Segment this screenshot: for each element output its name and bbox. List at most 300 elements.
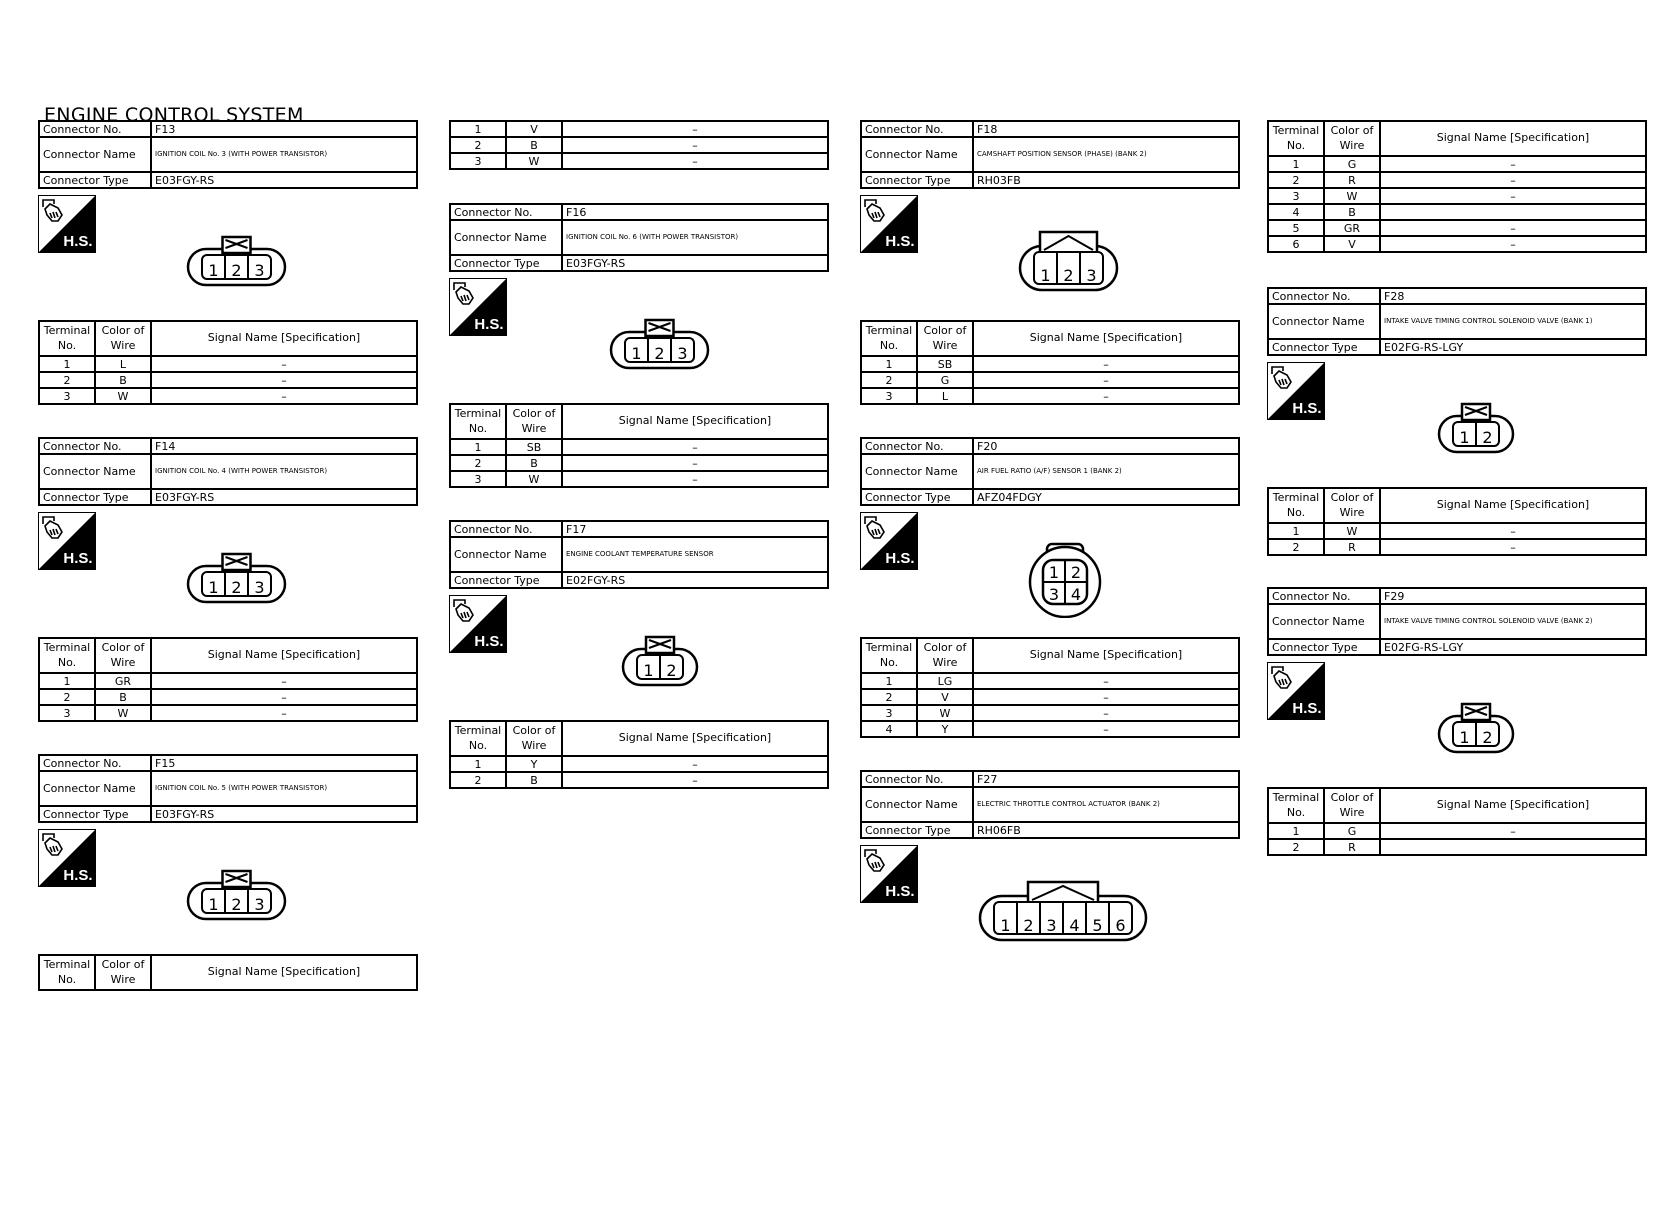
terminal-no: 2	[450, 455, 506, 471]
table-row	[450, 471, 828, 487]
pin-number: 1	[631, 344, 642, 363]
connector-info-f29	[1267, 587, 1647, 656]
wire-color: SB	[917, 356, 973, 372]
connector-type-label: Connector Type	[39, 172, 151, 188]
connector-no-label: Connector No.	[450, 204, 562, 220]
table-row	[1268, 539, 1646, 555]
connector-name-value: ENGINE COOLANT TEMPERATURE SENSOR	[562, 537, 828, 572]
signal-name: –	[973, 721, 1239, 737]
wire-color: W	[506, 153, 562, 169]
terminal-no: 2	[1268, 172, 1324, 188]
connector-info-table	[1267, 587, 1647, 656]
terminal-table	[449, 720, 829, 789]
connector-name-label: Connector Name	[861, 454, 973, 489]
connector-no-value: F15	[151, 755, 417, 771]
connector-diagram-f16	[609, 318, 710, 374]
pin-number: 1	[1459, 728, 1470, 747]
terminal-no: 1	[1268, 823, 1324, 839]
connector-name-value: IGNITION COIL No. 4 (WITH POWER TRANSISTOR)	[151, 454, 417, 489]
color-of-wire-header: Color of Wire	[95, 638, 151, 673]
connector-no-value: F28	[1380, 288, 1646, 304]
table-row	[1268, 523, 1646, 539]
signal-name: –	[151, 356, 417, 372]
signal-name: –	[151, 673, 417, 689]
connector-no-label: Connector No.	[1268, 588, 1380, 604]
wire-color: W	[506, 471, 562, 487]
terminal-no: 2	[861, 372, 917, 388]
pin-number: 2	[231, 578, 242, 597]
table-row	[861, 673, 1239, 689]
terminal-table-f15-header	[38, 954, 418, 991]
terminal-no-header: Terminal No.	[861, 638, 917, 673]
connector-diagram-f29	[1437, 702, 1515, 758]
table-row	[39, 388, 417, 404]
connector-name-value: CAMSHAFT POSITION SENSOR (PHASE) (BANK 2)	[973, 137, 1239, 172]
terminal-table-f27	[1267, 120, 1647, 253]
connector-type-value: RH03FB	[973, 172, 1239, 188]
terminal-table-f29	[1267, 787, 1647, 856]
pin-number: 3	[254, 578, 265, 597]
pin-number: 2	[231, 261, 242, 280]
signal-name: –	[1380, 220, 1646, 236]
harness-side-label: H.S.	[63, 867, 93, 884]
signal-name: –	[562, 137, 828, 153]
signal-name: –	[973, 372, 1239, 388]
wire-color: G	[1324, 823, 1380, 839]
signal-name: –	[973, 673, 1239, 689]
signal-name-header: Signal Name [Specification]	[151, 321, 417, 356]
color-of-wire-header: Color of Wire	[917, 638, 973, 673]
terminal-no: 1	[39, 356, 95, 372]
signal-name	[1380, 839, 1646, 855]
signal-name: –	[1380, 156, 1646, 172]
column-4	[1267, 0, 1647, 1216]
pin-number: 5	[1092, 916, 1103, 935]
connector-diagram-f14	[186, 552, 287, 608]
connector-info-f28	[1267, 287, 1647, 356]
terminal-table	[860, 637, 1240, 738]
pin-number: 3	[1048, 585, 1060, 604]
signal-name: –	[973, 705, 1239, 721]
connector-type-value: E03FGY-RS	[151, 806, 417, 822]
pin-number: 3	[254, 895, 265, 914]
table-row	[1268, 156, 1646, 172]
connector-diagram-f28	[1437, 402, 1515, 458]
page-title: ENGINE CONTROL SYSTEM	[44, 104, 304, 126]
pin-number: 3	[677, 344, 688, 363]
terminal-table	[38, 637, 418, 722]
terminal-no: 3	[1268, 188, 1324, 204]
signal-name-header: Signal Name [Specification]	[562, 721, 828, 756]
connector-info-f20	[860, 437, 1240, 506]
connector-type-value: E03FGY-RS	[562, 255, 828, 271]
wire-color: B	[1324, 204, 1380, 220]
connector-type-value: E03FGY-RS	[151, 172, 417, 188]
connector-type-label: Connector Type	[861, 822, 973, 838]
signal-name: –	[1380, 236, 1646, 252]
connector-info-f13	[38, 120, 418, 189]
table-row	[1268, 220, 1646, 236]
signal-name-header: Signal Name [Specification]	[1380, 121, 1646, 156]
color-of-wire-header: Color of Wire	[1324, 788, 1380, 823]
pin-number: 2	[666, 661, 677, 680]
table-row	[1268, 236, 1646, 252]
connector-info-table	[449, 203, 829, 272]
connector-diagram-f15	[186, 869, 287, 925]
pin-number: 2	[1070, 563, 1082, 582]
connector-name-label: Connector Name	[450, 537, 562, 572]
connector-diagram-f17	[621, 635, 699, 691]
terminal-no: 1	[1268, 156, 1324, 172]
connector-diagram-f18	[1018, 230, 1119, 296]
terminal-no: 3	[450, 471, 506, 487]
color-of-wire-header: Color of Wire	[506, 404, 562, 439]
terminal-table-f17	[449, 720, 829, 789]
terminal-no: 2	[1268, 539, 1324, 555]
harness-side-icon	[449, 278, 507, 336]
connector-name-label: Connector Name	[39, 137, 151, 172]
table-row	[450, 756, 828, 772]
harness-side-label: H.S.	[1292, 700, 1322, 717]
terminal-no: 3	[39, 388, 95, 404]
table-row	[450, 137, 828, 153]
harness-side-icon	[1267, 662, 1325, 720]
wire-color: GR	[1324, 220, 1380, 236]
color-of-wire-header: Color of Wire	[95, 321, 151, 356]
connector-type-label: Connector Type	[861, 172, 973, 188]
wire-color: W	[95, 705, 151, 721]
signal-name: –	[1380, 823, 1646, 839]
terminal-no-header: Terminal No.	[39, 955, 95, 990]
wire-color: B	[506, 455, 562, 471]
table-row	[450, 772, 828, 788]
pin-number: 1	[208, 895, 219, 914]
harness-side-icon	[860, 195, 918, 253]
pin-number: 2	[1482, 428, 1493, 447]
harness-side-icon	[38, 512, 96, 570]
connector-no-value: F20	[973, 438, 1239, 454]
signal-name-header: Signal Name [Specification]	[151, 638, 417, 673]
signal-name: –	[562, 756, 828, 772]
connector-type-label: Connector Type	[1268, 639, 1380, 655]
connector-name-label: Connector Name	[39, 454, 151, 489]
signal-name: –	[1380, 172, 1646, 188]
connector-no-value: F17	[562, 521, 828, 537]
terminal-no-header: Terminal No.	[450, 721, 506, 756]
connector-name-label: Connector Name	[861, 137, 973, 172]
wire-color: LG	[917, 673, 973, 689]
terminal-no: 3	[450, 153, 506, 169]
color-of-wire-header: Color of Wire	[917, 321, 973, 356]
signal-name: –	[151, 372, 417, 388]
table-row	[1268, 188, 1646, 204]
connector-type-label: Connector Type	[450, 255, 562, 271]
pin-number: 4	[1070, 585, 1082, 604]
harness-side-icon	[38, 829, 96, 887]
terminal-no-header: Terminal No.	[1268, 121, 1324, 156]
wire-color: Y	[917, 721, 973, 737]
color-of-wire-header: Color of Wire	[506, 721, 562, 756]
harness-side-icon	[449, 595, 507, 653]
table-row	[861, 388, 1239, 404]
signal-name: –	[151, 689, 417, 705]
connector-info-f17	[449, 520, 829, 589]
pin-number: 1	[643, 661, 654, 680]
wire-color: B	[506, 137, 562, 153]
connector-no-label: Connector No.	[450, 521, 562, 537]
terminal-no-header: Terminal No.	[39, 321, 95, 356]
signal-name: –	[562, 455, 828, 471]
connector-type-label: Connector Type	[450, 572, 562, 588]
connector-info-table	[860, 120, 1240, 189]
connector-info-f16	[449, 203, 829, 272]
pin-number: 1	[1040, 266, 1051, 285]
terminal-no: 1	[861, 673, 917, 689]
connector-info-table	[38, 754, 418, 823]
wire-color: W	[917, 705, 973, 721]
terminal-no: 4	[1268, 204, 1324, 220]
signal-name: –	[1380, 523, 1646, 539]
harness-side-label: H.S.	[474, 316, 504, 333]
table-row	[39, 356, 417, 372]
terminal-no: 2	[450, 772, 506, 788]
connector-name-label: Connector Name	[450, 220, 562, 255]
terminal-table-f15-body	[449, 120, 829, 170]
harness-side-label: H.S.	[63, 550, 93, 567]
table-row	[39, 673, 417, 689]
harness-side-label: H.S.	[1292, 400, 1322, 417]
connector-info-table	[38, 120, 418, 189]
connector-info-f15	[38, 754, 418, 823]
terminal-no: 1	[1268, 523, 1324, 539]
wire-color: L	[95, 356, 151, 372]
signal-name-header: Signal Name [Specification]	[1380, 488, 1646, 523]
table-row	[39, 689, 417, 705]
wire-color: G	[917, 372, 973, 388]
pin-number: 6	[1115, 916, 1126, 935]
connector-no-value: F18	[973, 121, 1239, 137]
pin-number: 3	[1086, 266, 1097, 285]
signal-name: –	[562, 439, 828, 455]
terminal-no: 3	[861, 388, 917, 404]
terminal-no: 2	[450, 137, 506, 153]
connector-diagram-f13	[186, 235, 287, 291]
terminal-no-header: Terminal No.	[39, 638, 95, 673]
table-row	[861, 721, 1239, 737]
signal-name	[1380, 204, 1646, 220]
connector-no-label: Connector No.	[861, 771, 973, 787]
terminal-no: 6	[1268, 236, 1324, 252]
connector-type-label: Connector Type	[1268, 339, 1380, 355]
signal-name: –	[973, 689, 1239, 705]
pin-number: 1	[208, 578, 219, 597]
signal-name: –	[562, 471, 828, 487]
terminal-no: 2	[861, 689, 917, 705]
connector-name-value: IGNITION COIL No. 6 (WITH POWER TRANSISTOR)	[562, 220, 828, 255]
signal-name: –	[1380, 188, 1646, 204]
connector-type-value: RH06FB	[973, 822, 1239, 838]
terminal-no: 2	[39, 372, 95, 388]
harness-side-label: H.S.	[885, 233, 915, 250]
column-1	[38, 0, 418, 1216]
wire-color: V	[1324, 236, 1380, 252]
harness-side-icon	[860, 512, 918, 570]
connector-info-f18	[860, 120, 1240, 189]
terminal-no-header: Terminal No.	[861, 321, 917, 356]
harness-side-icon	[38, 195, 96, 253]
pin-number: 1	[1048, 563, 1060, 582]
wire-color: L	[917, 388, 973, 404]
connector-name-label: Connector Name	[861, 787, 973, 822]
signal-name-header: Signal Name [Specification]	[973, 321, 1239, 356]
connector-type-value: E03FGY-RS	[151, 489, 417, 505]
harness-side-icon	[860, 845, 918, 903]
connector-type-label: Connector Type	[39, 806, 151, 822]
terminal-table	[449, 120, 829, 170]
connector-type-value: E02FG-RS-LGY	[1380, 639, 1646, 655]
connector-name-label: Connector Name	[1268, 604, 1380, 639]
connector-type-value: E02FG-RS-LGY	[1380, 339, 1646, 355]
terminal-no: 1	[450, 756, 506, 772]
connector-no-value: F13	[151, 121, 417, 137]
connector-name-value: INTAKE VALVE TIMING CONTROL SOLENOID VALVE (BANK 2)	[1380, 604, 1646, 639]
wire-color: V	[506, 121, 562, 137]
pin-number: 1	[1000, 916, 1011, 935]
column-3	[860, 0, 1240, 1216]
connector-name-value: INTAKE VALVE TIMING CONTROL SOLENOID VALVE (BANK 1)	[1380, 304, 1646, 339]
wire-color: R	[1324, 539, 1380, 555]
connector-no-label: Connector No.	[1268, 288, 1380, 304]
color-of-wire-header: Color of Wire	[1324, 121, 1380, 156]
harness-side-label: H.S.	[63, 233, 93, 250]
connector-no-value: F14	[151, 438, 417, 454]
harness-side-label: H.S.	[885, 883, 915, 900]
connector-no-label: Connector No.	[39, 755, 151, 771]
terminal-table	[1267, 120, 1647, 253]
connector-no-value: F27	[973, 771, 1239, 787]
pin-number: 2	[231, 895, 242, 914]
signal-name: –	[151, 388, 417, 404]
connector-name-value: IGNITION COIL No. 5 (WITH POWER TRANSISTOR)	[151, 771, 417, 806]
wire-color: W	[1324, 188, 1380, 204]
connector-no-label: Connector No.	[861, 121, 973, 137]
wire-color: SB	[506, 439, 562, 455]
harness-side-icon	[1267, 362, 1325, 420]
pin-number: 2	[654, 344, 665, 363]
table-row	[861, 356, 1239, 372]
wire-color: B	[95, 689, 151, 705]
connector-no-label: Connector No.	[861, 438, 973, 454]
signal-name-header: Signal Name [Specification]	[1380, 788, 1646, 823]
table-row	[450, 153, 828, 169]
connector-info-f27	[860, 770, 1240, 839]
terminal-table-f28	[1267, 487, 1647, 556]
connector-no-value: F29	[1380, 588, 1646, 604]
connector-diagram-f20	[1025, 542, 1105, 622]
terminal-table	[860, 320, 1240, 405]
connector-diagram-f27	[978, 880, 1148, 946]
wire-color: GR	[95, 673, 151, 689]
terminal-no: 1	[450, 121, 506, 137]
terminal-table-f18	[860, 320, 1240, 405]
signal-name-header: Signal Name [Specification]	[973, 638, 1239, 673]
wire-color: R	[1324, 839, 1380, 855]
terminal-no: 1	[450, 439, 506, 455]
pin-number: 1	[208, 261, 219, 280]
wire-color: R	[1324, 172, 1380, 188]
connector-type-value: E02FGY-RS	[562, 572, 828, 588]
table-row	[861, 689, 1239, 705]
pin-number: 1	[1459, 428, 1470, 447]
signal-name: –	[973, 388, 1239, 404]
terminal-table-f13	[38, 320, 418, 405]
signal-name: –	[151, 705, 417, 721]
table-row	[861, 372, 1239, 388]
wire-color: B	[95, 372, 151, 388]
terminal-table	[38, 320, 418, 405]
connector-name-value: ELECTRIC THROTTLE CONTROL ACTUATOR (BANK 2)	[973, 787, 1239, 822]
color-of-wire-header: Color of Wire	[1324, 488, 1380, 523]
signal-name: –	[562, 121, 828, 137]
wire-color: W	[95, 388, 151, 404]
table-row	[450, 439, 828, 455]
terminal-no: 1	[39, 673, 95, 689]
harness-side-label: H.S.	[885, 550, 915, 567]
table-row	[39, 372, 417, 388]
connector-info-f14	[38, 437, 418, 506]
table-row	[450, 121, 828, 137]
table-row	[39, 705, 417, 721]
signal-name: –	[562, 772, 828, 788]
table-row	[1268, 823, 1646, 839]
terminal-table-f14	[38, 637, 418, 722]
connector-name-label: Connector Name	[39, 771, 151, 806]
wire-color: Y	[506, 756, 562, 772]
pin-number: 3	[254, 261, 265, 280]
terminal-no: 3	[861, 705, 917, 721]
signal-name-header: Signal Name [Specification]	[151, 955, 417, 990]
wire-color: W	[1324, 523, 1380, 539]
connector-type-label: Connector Type	[39, 489, 151, 505]
terminal-table	[449, 403, 829, 488]
terminal-no: 5	[1268, 220, 1324, 236]
column-2	[449, 0, 829, 1216]
pin-number: 3	[1046, 916, 1057, 935]
connector-info-table	[38, 437, 418, 506]
color-of-wire-header: Color of Wire	[95, 955, 151, 990]
pin-number: 4	[1069, 916, 1080, 935]
connector-info-table	[860, 770, 1240, 839]
connector-type-value: AFZ04FDGY	[973, 489, 1239, 505]
terminal-no-header: Terminal No.	[1268, 788, 1324, 823]
connector-type-label: Connector Type	[861, 489, 973, 505]
wire-color: V	[917, 689, 973, 705]
terminal-no: 1	[861, 356, 917, 372]
terminal-no-header: Terminal No.	[450, 404, 506, 439]
terminal-no-header: Terminal No.	[1268, 488, 1324, 523]
pin-number: 2	[1023, 916, 1034, 935]
terminal-table-f16	[449, 403, 829, 488]
signal-name-header: Signal Name [Specification]	[562, 404, 828, 439]
connector-name-value: AIR FUEL RATIO (A/F) SENSOR 1 (BANK 2)	[973, 454, 1239, 489]
pin-number: 2	[1063, 266, 1074, 285]
terminal-no: 2	[1268, 839, 1324, 855]
terminal-table	[1267, 487, 1647, 556]
connector-name-label: Connector Name	[1268, 304, 1380, 339]
terminal-no: 2	[39, 689, 95, 705]
signal-name: –	[973, 356, 1239, 372]
terminal-table-f20	[860, 637, 1240, 738]
